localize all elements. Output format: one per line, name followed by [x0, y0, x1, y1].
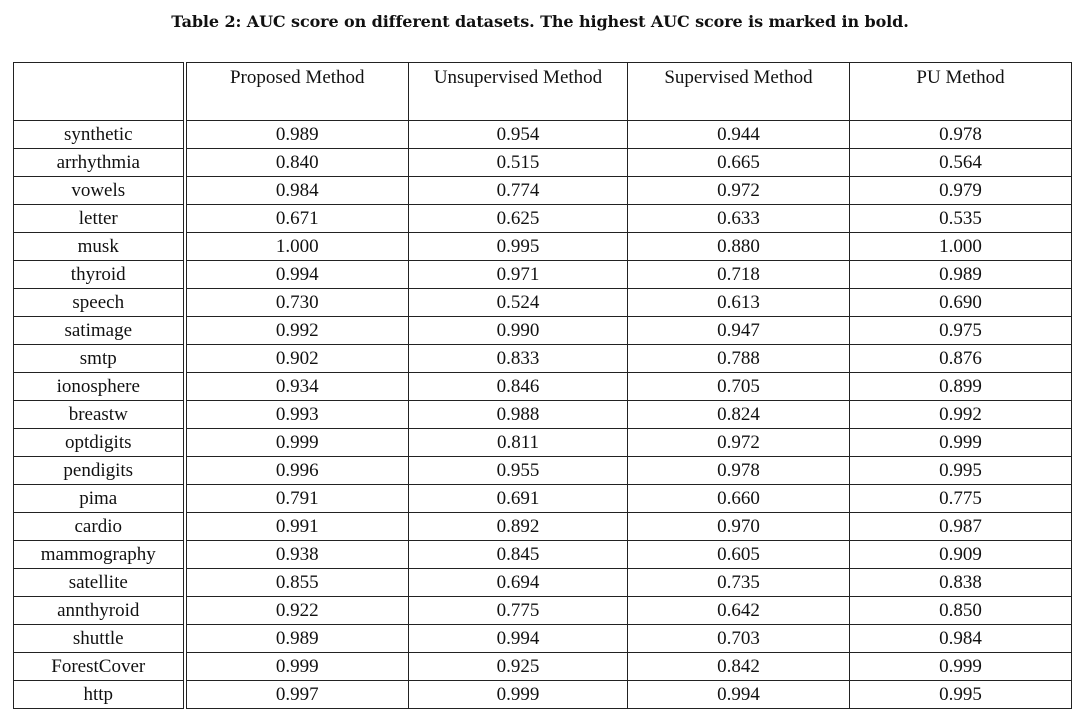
- proposed-method-cell: 0.840: [185, 149, 409, 177]
- table-row: [14, 597, 1072, 625]
- proposed-method-cell: 0.991: [185, 513, 409, 541]
- supervised-method-cell: 0.633: [628, 205, 850, 233]
- header-dataset: [14, 63, 185, 121]
- supervised-method-cell: 0.735: [628, 569, 850, 597]
- unsupervised-method-cell: 0.892: [409, 513, 628, 541]
- dataset-name-cell: ForestCover: [14, 653, 185, 681]
- proposed-method-cell: 0.730: [185, 289, 409, 317]
- proposed-method-cell: 0.855: [185, 569, 409, 597]
- dataset-name-cell: breastw: [14, 401, 185, 429]
- table-row: [14, 429, 1072, 457]
- pu-method-cell: 0.987: [850, 513, 1072, 541]
- supervised-method-cell: 0.788: [628, 345, 850, 373]
- pu-method-cell: 0.992: [850, 401, 1072, 429]
- dataset-name-cell: arrhythmia: [14, 149, 185, 177]
- supervised-method-cell: 0.642: [628, 597, 850, 625]
- pu-method-cell: 0.989: [850, 261, 1072, 289]
- pu-method-cell: 0.995: [850, 681, 1072, 709]
- pu-method-cell: 0.999: [850, 653, 1072, 681]
- unsupervised-method-cell: 0.515: [409, 149, 628, 177]
- supervised-method-cell: 0.613: [628, 289, 850, 317]
- supervised-method-cell: 0.880: [628, 233, 850, 261]
- unsupervised-method-cell: 0.995: [409, 233, 628, 261]
- proposed-method-cell: 0.938: [185, 541, 409, 569]
- supervised-method-cell: 0.994: [628, 681, 850, 709]
- dataset-name-cell: smtp: [14, 345, 185, 373]
- proposed-method-cell: 0.999: [185, 653, 409, 681]
- supervised-method-cell: 0.972: [628, 177, 850, 205]
- pu-method-cell: 0.984: [850, 625, 1072, 653]
- proposed-method-cell: 0.994: [185, 261, 409, 289]
- unsupervised-method-cell: 0.694: [409, 569, 628, 597]
- supervised-method-cell: 0.665: [628, 149, 850, 177]
- table-row: [14, 177, 1072, 205]
- unsupervised-method-cell: 0.691: [409, 485, 628, 513]
- supervised-method-cell: 0.842: [628, 653, 850, 681]
- proposed-method-cell: 0.999: [185, 429, 409, 457]
- dataset-name-cell: satimage: [14, 317, 185, 345]
- supervised-method-cell: 0.605: [628, 541, 850, 569]
- unsupervised-method-cell: 0.846: [409, 373, 628, 401]
- table-row: [14, 121, 1072, 149]
- table-row: [14, 317, 1072, 345]
- table-caption: Table 2: AUC score on different datasets. The highest AUC score is marked in bold.: [171, 12, 909, 31]
- pu-method-cell: 0.564: [850, 149, 1072, 177]
- supervised-method-cell: 0.970: [628, 513, 850, 541]
- supervised-method-cell: 0.705: [628, 373, 850, 401]
- unsupervised-method-cell: 0.954: [409, 121, 628, 149]
- dataset-name-cell: http: [14, 681, 185, 709]
- table-row: [14, 373, 1072, 401]
- proposed-method-cell: 0.989: [185, 121, 409, 149]
- table-row: [14, 233, 1072, 261]
- table-row: [14, 149, 1072, 177]
- dataset-name-cell: letter: [14, 205, 185, 233]
- dataset-name-cell: musk: [14, 233, 185, 261]
- table-row: [14, 569, 1072, 597]
- unsupervised-method-cell: 0.774: [409, 177, 628, 205]
- table-header-row: [14, 63, 1072, 121]
- proposed-method-cell: 0.934: [185, 373, 409, 401]
- unsupervised-method-cell: 0.988: [409, 401, 628, 429]
- unsupervised-method-cell: 0.999: [409, 681, 628, 709]
- table-row: [14, 457, 1072, 485]
- dataset-name-cell: vowels: [14, 177, 185, 205]
- unsupervised-method-cell: 0.994: [409, 625, 628, 653]
- pu-method-cell: 0.979: [850, 177, 1072, 205]
- dataset-name-cell: ionosphere: [14, 373, 185, 401]
- table-row: [14, 289, 1072, 317]
- pu-method-cell: 0.975: [850, 317, 1072, 345]
- unsupervised-method-cell: 0.625: [409, 205, 628, 233]
- table-row: [14, 513, 1072, 541]
- supervised-method-cell: 0.978: [628, 457, 850, 485]
- pu-method-cell: 0.535: [850, 205, 1072, 233]
- proposed-method-cell: 0.993: [185, 401, 409, 429]
- proposed-method-cell: 0.902: [185, 345, 409, 373]
- pu-method-cell: 1.000: [850, 233, 1072, 261]
- auc-table: [13, 62, 1072, 709]
- proposed-method-cell: 0.996: [185, 457, 409, 485]
- header-unsupervised-method: Unsupervised Method: [409, 63, 628, 121]
- proposed-method-cell: 0.992: [185, 317, 409, 345]
- pu-method-cell: 0.909: [850, 541, 1072, 569]
- pu-method-cell: 0.850: [850, 597, 1072, 625]
- header-proposed-method: Proposed Method: [185, 63, 409, 121]
- supervised-method-cell: 0.947: [628, 317, 850, 345]
- proposed-method-cell: 0.671: [185, 205, 409, 233]
- dataset-name-cell: speech: [14, 289, 185, 317]
- dataset-name-cell: mammography: [14, 541, 185, 569]
- proposed-method-cell: 1.000: [185, 233, 409, 261]
- table-row: [14, 345, 1072, 373]
- supervised-method-cell: 0.972: [628, 429, 850, 457]
- header-supervised-method: Supervised Method: [628, 63, 850, 121]
- dataset-name-cell: synthetic: [14, 121, 185, 149]
- unsupervised-method-cell: 0.845: [409, 541, 628, 569]
- dataset-name-cell: pima: [14, 485, 185, 513]
- supervised-method-cell: 0.718: [628, 261, 850, 289]
- header-pu-method: PU Method: [850, 63, 1072, 121]
- dataset-name-cell: satellite: [14, 569, 185, 597]
- supervised-method-cell: 0.824: [628, 401, 850, 429]
- supervised-method-cell: 0.944: [628, 121, 850, 149]
- table-row: [14, 541, 1072, 569]
- dataset-name-cell: annthyroid: [14, 597, 185, 625]
- pu-method-cell: 0.690: [850, 289, 1072, 317]
- unsupervised-method-cell: 0.524: [409, 289, 628, 317]
- unsupervised-method-cell: 0.775: [409, 597, 628, 625]
- unsupervised-method-cell: 0.811: [409, 429, 628, 457]
- unsupervised-method-cell: 0.971: [409, 261, 628, 289]
- unsupervised-method-cell: 0.955: [409, 457, 628, 485]
- dataset-name-cell: cardio: [14, 513, 185, 541]
- pu-method-cell: 0.999: [850, 429, 1072, 457]
- proposed-method-cell: 0.989: [185, 625, 409, 653]
- table-row: [14, 625, 1072, 653]
- pu-method-cell: 0.899: [850, 373, 1072, 401]
- table-row: [14, 401, 1072, 429]
- dataset-name-cell: thyroid: [14, 261, 185, 289]
- proposed-method-cell: 0.922: [185, 597, 409, 625]
- proposed-method-cell: 0.997: [185, 681, 409, 709]
- pu-method-cell: 0.876: [850, 345, 1072, 373]
- proposed-method-cell: 0.791: [185, 485, 409, 513]
- unsupervised-method-cell: 0.925: [409, 653, 628, 681]
- pu-method-cell: 0.775: [850, 485, 1072, 513]
- table-row: [14, 485, 1072, 513]
- table-row: [14, 261, 1072, 289]
- proposed-method-cell: 0.984: [185, 177, 409, 205]
- pu-method-cell: 0.838: [850, 569, 1072, 597]
- dataset-name-cell: shuttle: [14, 625, 185, 653]
- dataset-name-cell: pendigits: [14, 457, 185, 485]
- pu-method-cell: 0.995: [850, 457, 1072, 485]
- pu-method-cell: 0.978: [850, 121, 1072, 149]
- supervised-method-cell: 0.703: [628, 625, 850, 653]
- table-row: [14, 681, 1072, 709]
- dataset-name-cell: optdigits: [14, 429, 185, 457]
- table-row: [14, 205, 1072, 233]
- unsupervised-method-cell: 0.990: [409, 317, 628, 345]
- table-row: [14, 653, 1072, 681]
- supervised-method-cell: 0.660: [628, 485, 850, 513]
- table-body: [14, 121, 1072, 709]
- unsupervised-method-cell: 0.833: [409, 345, 628, 373]
